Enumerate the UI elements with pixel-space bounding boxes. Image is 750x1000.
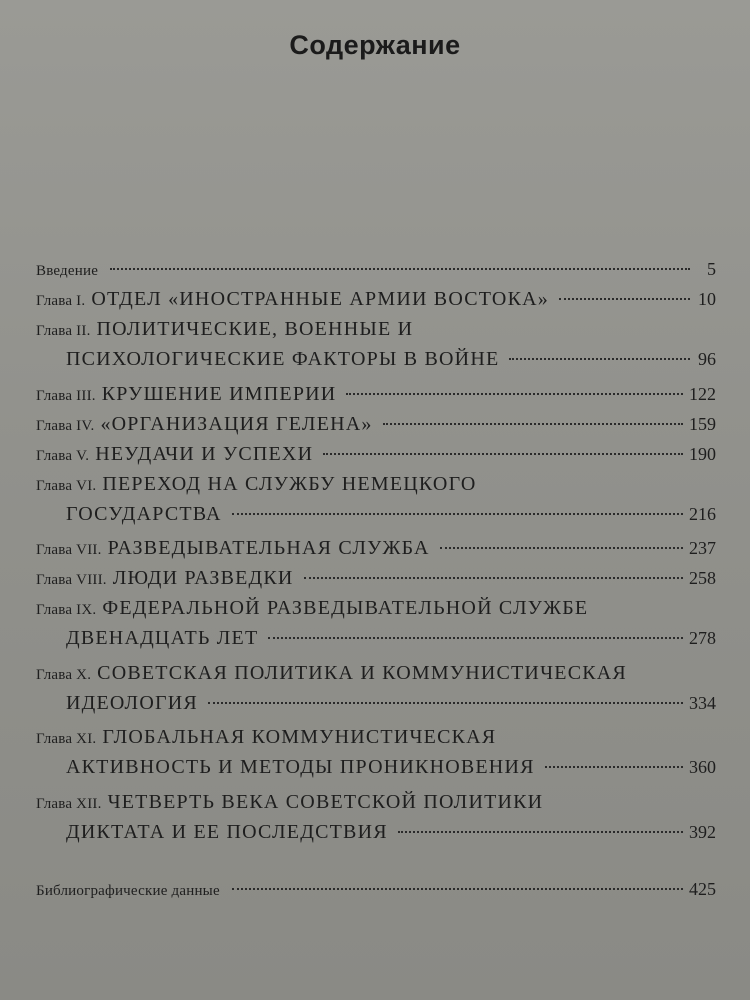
chapter-title: ПСИХОЛОГИЧЕСКИЕ ФАКТОРЫ В ВОЙНЕ: [66, 348, 500, 370]
toc-entry-intro: [36, 254, 716, 284]
toc-entry-chapter: [36, 379, 716, 409]
toc-page-number: 96: [698, 349, 716, 369]
chapter-list: [36, 284, 716, 847]
chapter-title: КРУШЕНИЕ ИМПЕРИИ: [101, 382, 337, 405]
dot-leader: [346, 393, 683, 395]
dot-leader: [383, 423, 683, 425]
toc-entry-chapter: [36, 533, 716, 563]
chapter-label: Глава VI.: [36, 477, 97, 494]
toc-entry-chapter: [36, 563, 716, 593]
toc-page-number: 159: [689, 413, 716, 434]
dot-leader: [304, 577, 683, 579]
chapter-label: Глава III.: [36, 387, 96, 404]
toc-entry-chapter: [36, 284, 716, 314]
toc-entry-chapter: [36, 722, 716, 782]
toc-page-number: 190: [689, 443, 716, 464]
toc-page-number: 10: [698, 289, 716, 309]
dot-leader: [559, 298, 690, 300]
chapter-title: СОВЕТСКАЯ ПОЛИТИКА И КОММУНИСТИЧЕСКАЯ: [97, 661, 627, 684]
toc-page-number: 122: [689, 383, 716, 404]
toc-entry-chapter: [36, 593, 716, 653]
dot-leader: [232, 888, 683, 890]
toc-entry-chapter: [36, 658, 716, 718]
dot-leader: [398, 831, 683, 833]
chapter-title: ДИКТАТА И ЕЕ ПОСЛЕДСТВИЯ: [66, 820, 388, 843]
toc-entry-chapter: [36, 469, 716, 529]
chapter-label: Глава II.: [36, 323, 91, 339]
dot-leader: [323, 453, 683, 455]
chapter-title: ЧЕТВЕРТЬ ВЕКА СОВЕТСКОЙ ПОЛИТИКИ: [107, 790, 544, 813]
chapter-title: ПЕРЕХОД НА СЛУЖБУ НЕМЕЦКОГО: [102, 472, 477, 495]
chapter-label: Глава X.: [36, 666, 92, 683]
chapter-label: Глава IV.: [36, 417, 95, 434]
chapter-label: Глава IX.: [36, 602, 97, 619]
chapter-title: «ОРГАНИЗАЦИЯ ГЕЛЕНА»: [100, 412, 373, 435]
chapter-label: Глава VIII.: [36, 572, 107, 589]
table-of-contents: [36, 254, 716, 904]
toc-entry-chapter: [36, 439, 716, 469]
toc-page-number: 5: [707, 259, 716, 279]
toc-entry-label: Введение: [36, 263, 99, 279]
toc-page-number: 334: [689, 692, 716, 713]
toc-page-number: 360: [689, 757, 716, 778]
chapter-title: ПОЛИТИЧЕСКИЕ, ВОЕННЫЕ И: [96, 318, 414, 340]
dot-leader: [545, 766, 683, 768]
chapter-title: НЕУДАЧИ И УСПЕХИ: [95, 442, 314, 465]
chapter-title: ГОСУДАРСТВА: [66, 502, 222, 525]
chapter-title: ЛЮДИ РАЗВЕДКИ: [112, 567, 294, 590]
toc-page-number: 425: [689, 878, 716, 899]
toc-entry-chapter: [36, 409, 716, 439]
chapter-label: Глава V.: [36, 447, 90, 464]
chapter-title: ОТДЕЛ «ИНОСТРАННЫЕ АРМИИ ВОСТОКА»: [91, 288, 549, 310]
page-title: Содержание: [289, 30, 461, 60]
chapter-title: РАЗВЕДЫВАТЕЛЬНАЯ СЛУЖБА: [107, 537, 430, 560]
dot-leader: [208, 702, 683, 704]
toc-entry-chapter: [36, 787, 716, 847]
chapter-title: ФЕДЕРАЛЬНОЙ РАЗВЕДЫВАТЕЛЬНОЙ СЛУЖБЕ: [102, 597, 589, 620]
dot-leader: [509, 358, 690, 360]
dot-leader: [440, 547, 683, 549]
toc-entry-label: Библиографические данные: [36, 882, 220, 899]
toc-page-number: 237: [689, 538, 716, 559]
toc-page-number: 216: [689, 503, 716, 524]
chapter-title: ДВЕНАДЦАТЬ ЛЕТ: [66, 627, 259, 650]
toc-entry-chapter: [36, 314, 716, 374]
chapter-title: ГЛОБАЛЬНАЯ КОММУНИСТИЧЕСКАЯ: [102, 726, 497, 749]
chapter-label: Глава I.: [36, 293, 86, 309]
toc-page-number: 278: [689, 628, 716, 649]
dot-leader: [110, 268, 690, 270]
dot-leader: [268, 637, 683, 639]
chapter-label: Глава VII.: [36, 542, 102, 559]
chapter-label: Глава XII.: [36, 795, 102, 812]
toc-page-number: 258: [689, 568, 716, 589]
toc-page-number: 392: [689, 821, 716, 842]
dot-leader: [232, 513, 683, 515]
chapter-title: ИДЕОЛОГИЯ: [66, 691, 198, 714]
chapter-title: АКТИВНОСТЬ И МЕТОДЫ ПРОНИКНОВЕНИЯ: [66, 756, 535, 779]
toc-entry-bibliography: [36, 874, 716, 904]
chapter-label: Глава XI.: [36, 731, 97, 748]
